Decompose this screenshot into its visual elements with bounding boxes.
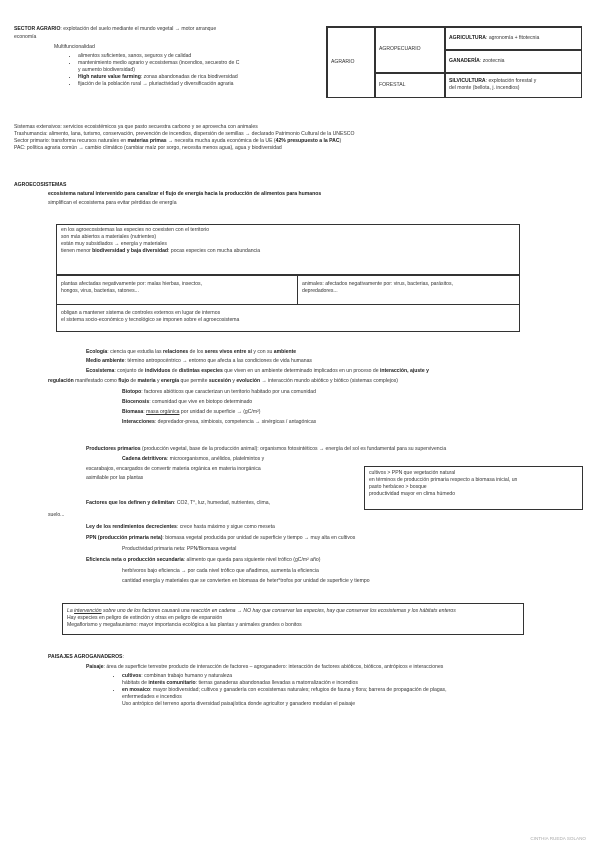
agrario-table bbox=[326, 26, 582, 98]
medio-ambiente-def: Medio ambiente: término antropocéntrico → entorno que afecta a las condiciones de vida humanas bbox=[86, 358, 312, 364]
box-line: tienen menor biodiversidad y baja diversidad: pocas especies con mucha abundancia bbox=[61, 248, 261, 255]
biotopo-def: Biotopo: factores abióticos que caracterizan un territorio habitado por una comunidad bbox=[122, 389, 316, 395]
cell-silvicultura: SILVICULTURA: explotación forestal y del monte (bellota, j. incendios) bbox=[445, 73, 582, 98]
list-item: Uso antrópico del terreno aporta diversidad paisajística donde agricultor y ganadero modulan el paisaje bbox=[122, 701, 356, 708]
cadena-detritivora: Cadena detritívora: microorganismos, anélidos, platelmintos y bbox=[122, 456, 265, 462]
paisajes-list bbox=[110, 673, 600, 708]
biocenosis-def: Biocenosis: comunidad que vive en biotopo determinado bbox=[122, 399, 253, 405]
list-item: • High nature value farming: zonas abandonadas de rica biodiversidad bbox=[78, 74, 338, 81]
agroeco-simplify: simplifican el ecosistema para evitar pérdidas de energía bbox=[48, 200, 177, 206]
escarabajos-2: asimilable por las plantas bbox=[86, 475, 144, 481]
sistemas-extensivos: Sistemas extensivos: servicios ecosistémicos ya que pasto secuestra carbono y se aprovecha con animales bbox=[14, 124, 258, 130]
sistemas-block bbox=[14, 124, 584, 152]
paisaje-def: Paisaje: área de superficie terrestre producto de interacción de factores – agroganadero: interacción de factores abióticos, bióticos, antrópicos e interacciones bbox=[86, 664, 444, 670]
ecologia-def: Ecología: ciencia que estudia las relaciones de los seres vivos entre sí y con su ambiente bbox=[86, 349, 297, 355]
plantas-box: plantas afectadas negativamente por: malas hierbas, insectos, hongos, virus, bacterias, ratones... bbox=[56, 275, 298, 305]
cell-agrario: AGRARIO bbox=[327, 27, 375, 98]
herbivoros: herbívoros bajo eficiencia → por cada nivel trófico que añadimos, aumenta la eficiencia bbox=[122, 568, 319, 574]
sector-agrario-heading: SECTOR AGRARIO: explotación del suelo mediante el mundo vegetal → motor arranque bbox=[14, 26, 217, 32]
footer-author: CINTHIA RUEDA SOLANO bbox=[530, 836, 586, 841]
multifunc-list bbox=[66, 53, 338, 88]
agroecosistemas-title: AGROECOSISTEMAS bbox=[14, 182, 67, 188]
ecosistema-def: Ecosistema: conjunto de individuos de distintas especies que viven en un ambiente determinado implicados en un proceso de interacción, ajuste y bbox=[86, 368, 429, 374]
list-item: • fijación de la población rural → plurіactividad y diversificación agraria bbox=[78, 81, 338, 88]
list-item: • alimentos suficientes, sanos, seguros y de calidad bbox=[78, 53, 338, 60]
factores-def: Factores que los definen y delimitan: CO2, T°, luz, humedad, nutrientes, clima, bbox=[86, 500, 270, 506]
box-line: en los agroecosistemas las especies no coexisten con el territorio bbox=[61, 227, 210, 233]
pac: PAC: política agraria común → cambio climático (cambiar maíz por sorgo, necesita menos agua), agua y biodiversidad bbox=[14, 145, 282, 152]
list-item: • mantenimiento medio agrario y ecosistemas (incendios, secuestro de C bbox=[78, 60, 338, 67]
list-item: • en mosaico: mayor biodiversidad; cultivos y ganadería con ecosistemas naturales; refugios de fauna y flora; barrera de propagación de plagas, bbox=[122, 687, 600, 694]
sector-desc-cont: economía bbox=[14, 34, 37, 40]
productividad-primaria: Productividad primaria neta: PPN/Biomasa vegetal bbox=[122, 546, 237, 552]
box-line: son más abiertos a materiales (nutrientes) bbox=[61, 234, 157, 241]
biomasa-def: Biomasa: masa orgánica por unidad de superficie → (gC/m²) bbox=[122, 409, 261, 415]
productores-primarios: Productores primarios (producción vegetal, base de la producción animal): organismos fotosintéticos → energía del sol es fundamental para su supervivencia bbox=[86, 446, 447, 452]
cell-ganaderia: GANADERÍA: zootecnia bbox=[445, 50, 582, 73]
box-line: están muy subsidiados → energía y materiales bbox=[61, 241, 167, 248]
suelo-cont: suelo... bbox=[48, 512, 65, 518]
sector-primario: Sector primario: transforma recursos naturales en materias primas → necesita mucha ayuda económica de la UE (42% presupuesto a la PAC) bbox=[14, 138, 342, 145]
interacciones-def: Interacciones: depredador-presa, simbiosis, competencia → sinérgicas / antagónicas bbox=[122, 419, 317, 425]
list-item: enfermedades e incendios bbox=[122, 694, 182, 701]
cell-agropecuario: AGROPECUARIO bbox=[375, 27, 445, 73]
cantidad-energia: cantidad energía y materiales que se convierten en biomasa de heter°trofos por unidad de superficie y tiempo bbox=[122, 578, 370, 584]
list-item: y aumento biodiversidad) bbox=[78, 67, 135, 74]
eficiencia-neta: Eficiencia neta o producción secundaria: alimento que queda para siguiente nivel trófico (gC/m² año) bbox=[86, 557, 321, 563]
agroeco-box-top bbox=[56, 224, 520, 275]
list-item: hábitats de interés comunitario: tierras ganaderas abandonadas llevadas a matorralización e incendios bbox=[122, 680, 358, 687]
trashumancia: Trashumancia: alimento, lana, turismo, conservación, prevención de incendios, dispersión de semillas → declarado Patrimonio Cultural de la UNESCO bbox=[14, 131, 355, 138]
escarabajos-1: escarabajos, encargados de convertir materia orgánica en materia inorgánica bbox=[86, 466, 261, 472]
ley-rendimientos: Ley de los rendimientos decrecientes: crece hasta máximo y sigue como meseta bbox=[86, 524, 275, 530]
controles-box: obligan a mantener sistema de controles externos en lugar de internos el sistema socio-económico y tecnológico se imponen sobre el agroecosistema bbox=[56, 304, 520, 332]
intervencion-box: La intervención sobre uno de los factores causará una reacción en cadena → NO hay que conservar las especies, hay que conservar los ecosistemas y los hábitats enteros Hay especies en peligro de extinción y otras en peligro de expansión Megaflorismo y megafaunismo: mayor importancia ecológica a las plantas y animales grandes o bonitos bbox=[62, 603, 524, 635]
animales-box: animales: afectados negativamente por: virus, bacterias, parásitos, depredadores... bbox=[297, 275, 520, 305]
regulacion-def: regulación manifestado como flujo de materia y energía que permite sucesión y evolución → interacción mundo abiótico y biótico (sistemas complejos) bbox=[48, 378, 398, 384]
agroeco-definition: ecosistema natural intervenido para canalizar el flujo de energía hacia la producción de alimentos para humanos bbox=[48, 191, 322, 197]
ppn-def: PPN (producción primaria neta): biomasa vegetal producida por unidad de superficie y tiempo → muy alta en cultivos bbox=[86, 535, 356, 541]
cell-agricultura: AGRICULTURA: agronomía + fitotecnia bbox=[445, 27, 582, 50]
productividad-box: cultivos > PPN que vegetación natural en términos de producción primaria respecto a biomasa inicial, un pasto herbáceo > bosque productividad mayor en clima húmedo bbox=[364, 466, 583, 510]
paisajes-title: PAISAJES AGROGANADEROS: bbox=[48, 654, 124, 660]
cell-forestal: FORESTAL bbox=[375, 73, 445, 98]
sector-title: SECTOR AGRARIO bbox=[14, 26, 61, 32]
list-item: • cultivos: combinan trabajo humano y naturaleza bbox=[122, 673, 600, 680]
multifuncionalidad-label: Multifuncionalidad bbox=[54, 44, 95, 50]
